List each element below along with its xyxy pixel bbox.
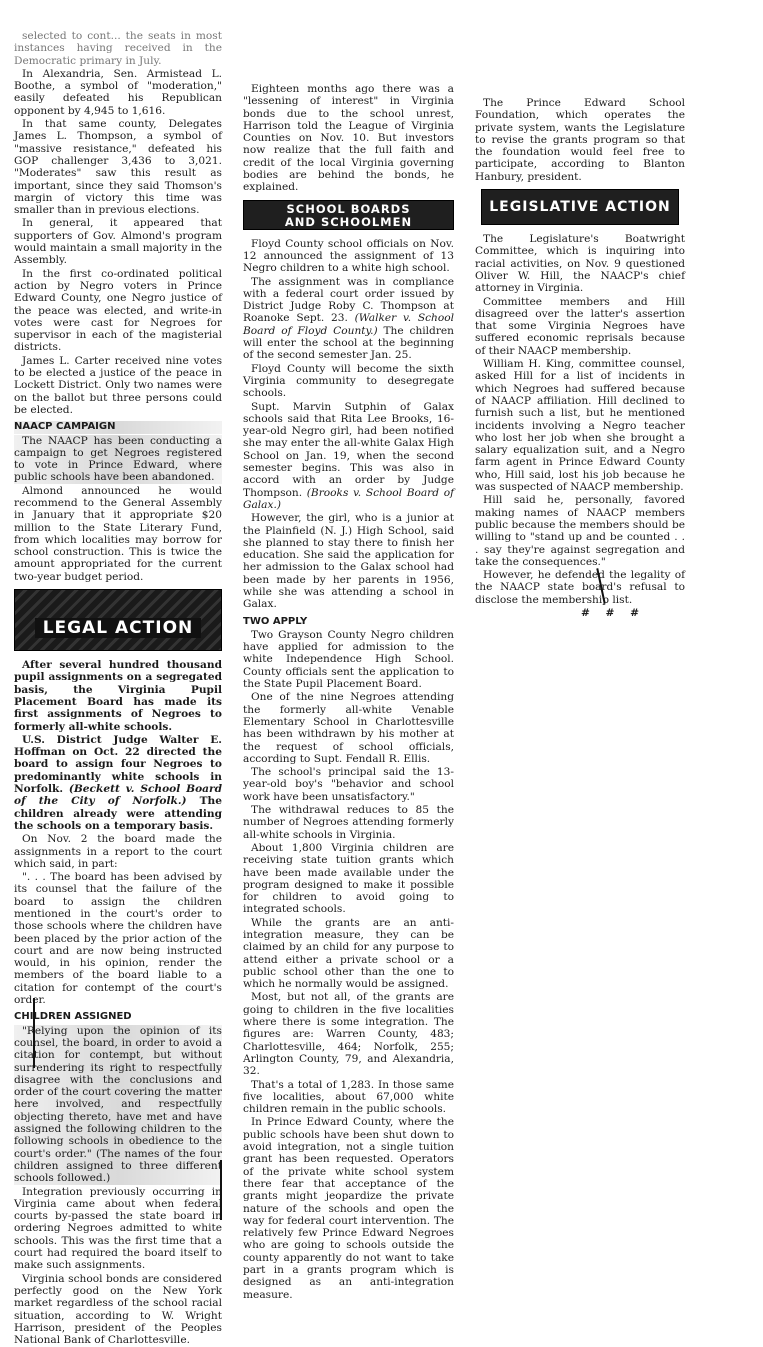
paragraph: On Nov. 2 the board made the assignments in a report to the court which said, in part: <box>14 833 222 870</box>
text: The children will enter the school at the beginning of the second semester Jan. 25. <box>243 324 454 362</box>
paragraph <box>243 276 454 362</box>
paragraph: ". . . The board has been advised by its counsel that the failure of the board to assign the children mentioned in the court's order to those schools where the children have been placed by the prior action of the court and are now being instructed would, in his opinion, render the members of the board liable to a citation for contempt of the court's order. <box>14 871 222 1007</box>
paragraph: Two Grayson County Negro children have applied for admission to the white Independence High School. County officials sent the application to the State Pupil Placement Board. <box>243 628 454 691</box>
paragraph: One of the nine Negroes attending the formerly all-white Venable Elementary School in Charlottesville has been withdrawn by his mother at the request of school officials, according to Supt. Fendall R. Ellis. <box>243 691 454 765</box>
case-citation: (Walker v. School Board of Floyd County.) <box>243 312 455 337</box>
paragraph: The school's principal said the 13-year-old boy's "behavior and school work have been unsatisfactory." <box>243 766 454 803</box>
paragraph: That's a total of 1,283. In those same five localities, about 67,000 white children remain in the public schools. <box>243 1078 454 1116</box>
paragraph: However, he defended the legality of the NAACP state board's refusal to disclose the membership list. <box>475 569 685 606</box>
paragraph: After several hundred thousand pupil assignments on a segregated basis, the Virginia Pupil Placement Board has made its first assignments of Negroes to formerly all-white schools. <box>14 659 222 733</box>
paragraph: James L. Carter received nine votes to be elected a justice of the peace in Lockett District. Only two names were on the ballot but three persons could be elected. <box>14 354 222 416</box>
subhead-naacp-campaign: NAACP CAMPAIGN <box>14 421 222 433</box>
subhead-two-apply: TWO APPLY <box>243 615 308 627</box>
paragraph: In Prince Edward County, where the public schools have been shut down to avoid integration, not a single tuition grant has been requested. Operators of the private white school system there fear that acceptance of the grants might jeopardize the private nature of the schools and open the way for federal court intervention. The relatively few Prince Edward Negroes who are going to schools outside the county apparently do not want to take part in a grants program which is designed as an anti-integration measure. <box>243 1116 454 1301</box>
paragraph: Floyd County will become the sixth Virginia community to desegregate schools. <box>243 362 454 400</box>
paragraph: selected to cont... the seats in most instances having received in the Democratic primary in July. <box>14 30 222 67</box>
paragraph: In the first co-ordinated political action by Negro voters in Prince Edward County, one Negro justice of the peace was elected, and write-in votes were cast for Negroes for supervisor in each of the magisterial districts. <box>14 267 222 354</box>
case-citation: (Beckett v. School Board of the City of Norfolk.) <box>14 783 222 808</box>
case-citation: (Brooks v. School Board of Galax.) <box>243 486 454 511</box>
paragraph: While the grants are an anti-integration measure, they can be claimed by an child for any purpose to attend either a private school or a public school other than the one to which he normally would be assigned. <box>243 916 454 991</box>
paragraph: The Prince Edward School Foundation, which operates the private system, wants the Legislature to revise the grants program so that the foundation would feel free to participate, according to Blanton Hanbury, president. <box>475 97 685 183</box>
paragraph: William H. King, committee counsel, asked Hill for a list of incidents in which Negroes had suffered because of NAACP affiliation. Hill declined to furnish such a list, but he mentioned incidents involving a Negro teacher who lost her job when she brought a salary equalization suit, and a Negro farm agent in Prince Edward County who, Hill said, lost his job because he was suspected of NAACP membership. <box>475 358 685 494</box>
banner-line: SCHOOL BOARDS <box>286 201 411 216</box>
legislative-action-banner: LEGISLATIVE ACTION <box>481 189 679 225</box>
legal-action-banner-label: LEGAL ACTION <box>35 618 202 638</box>
paragraph: Integration previously occurring in Virginia came about when federal courts by-passed the state board in ordering Negroes admitted to white schools. This was the first time that a court had required the board itself to make such assignments. <box>14 1185 222 1272</box>
subhead-children-assigned: CHILDREN ASSIGNED <box>14 1011 132 1023</box>
column-3 <box>475 97 685 619</box>
text: Supt. Marvin Sutphin of Galax schools said that Rita Lee Brooks, 16-year-old Negro girl, had been notified she may enter the all-white Galax High School on Jan. 19, when the second semester begins. This was also in accord with an order by Judge Thompson. <box>243 400 454 499</box>
paragraph: Hill said he, personally, favored making names of NAACP members public because the members should be willing to "stand up and be counted . . . say they're against segregation and take the consequences." <box>475 494 685 568</box>
column-2 <box>243 83 454 1302</box>
paragraph: The withdrawal reduces to 85 the number of Negroes attending formerly all-white schools in Virginia. <box>243 804 454 841</box>
paragraph: Virginia school bonds are considered perfectly good on the New York market regardless of the school racial situation, according to W. Wright Harrison, president of the Peoples National Bank of Charlottesville. <box>14 1272 222 1347</box>
text: U.S. District Judge Walter E. Hoffman on Oct. 22 directed the board to assign four Negroes to predominantly white schools in Norfolk. <box>14 733 222 796</box>
text: The assignment was in compliance with a federal court order issued by District Judge Roby C. Thompson at Roanoke Sept. 23. <box>243 275 454 325</box>
text: The children already were attending the schools on a temporary basis. <box>14 795 223 832</box>
paragraph: Eighteen months ago there was a "lessening of interest" in Virginia bonds due to the school unrest, Harrison told the League of Virginia Counties on Nov. 10. But investors now realize that the full faith and credit of the local Virginia governing bodies are behind the bonds, he explained. <box>243 83 454 194</box>
paragraph: However, the girl, who is a junior at the Plainfield (N. J.) High School, said she planned to stay there to finish her education. She said the application for her admission to the Galax school had been made by her parents in 1956, while she was attending a school in Galax. <box>243 512 454 611</box>
paragraph: Committee members and Hill disagreed over the latter's assertion that some Virginia Negroes have suffered economic reprisals because of their NAACP membership. <box>475 295 685 357</box>
banner-line: AND SCHOOLMEN <box>284 214 413 229</box>
paragraph: About 1,800 Virginia children are receiving state tuition grants which have been made available under the program designed to make it possible for children to avoid going to integrated schools. <box>243 841 454 916</box>
paragraph <box>14 734 222 832</box>
paragraph: In that same county, Delegates James L. Thompson, a symbol of "massive resistance," defeated his GOP challenger 3,436 to 3,021. "Moderates" saw this result as important, since they said Thomson's margin of victory this time was smaller than in previous elections. <box>14 118 222 217</box>
paragraph: Most, but not all, of the grants are going to children in the five localities where there is some integration. The figures are: Warren County, 483; Charlottesville, 464; Norfolk, 255; Arlington County, 79, and Alexandria, 32. <box>243 991 454 1078</box>
legal-action-banner <box>14 589 222 651</box>
paragraph: Floyd County school officials on Nov. 12 announced the assignment of 13 Negro children to a white high school. <box>243 237 454 275</box>
paragraph <box>243 401 454 512</box>
paragraph: The Legislature's Boatwright Committee, which is inquiring into racial activities, on Nov. 9 questioned Oliver W. Hill, the NAACP's chief attorney in Virginia. <box>475 233 685 295</box>
margin-mark <box>220 1160 222 1220</box>
paragraph: "Relying upon the opinion of its counsel, the board, in order to avoid a citation for contempt, but without surrendering its right to respectfully disagree with the conclusions and order of the court covering the matter here involved, and respectfully objecting thereto, have met and have assigned the following children to the following schools in obedience to the court's order." (The names of the four children assigned to three different schools followed.) <box>14 1024 222 1185</box>
end-mark: # # # <box>580 606 645 619</box>
paragraph: Almond announced he would recommend to the General Assembly in January that it appropriate $20 million to the State Literary Fund, from which localities may borrow for school construction. This is twice the amount appropriated for the current two-year budget period. <box>14 484 222 583</box>
paragraph: In Alexandria, Sen. Armistead L. Boothe, a symbol of "moderation," easily defeated his Republican opponent by 4,945 to 1,616. <box>14 67 222 117</box>
paragraph: The NAACP has been conducting a campaign to get Negroes registered to vote in Prince Edward, where public schools have been abandoned. <box>14 434 222 484</box>
column-1 <box>14 30 222 1347</box>
paragraph: In general, it appeared that supporters of Gov. Almond's program would maintain a small majority in the Assembly. <box>14 217 222 267</box>
school-boards-banner <box>243 200 454 230</box>
margin-mark <box>33 998 35 1068</box>
